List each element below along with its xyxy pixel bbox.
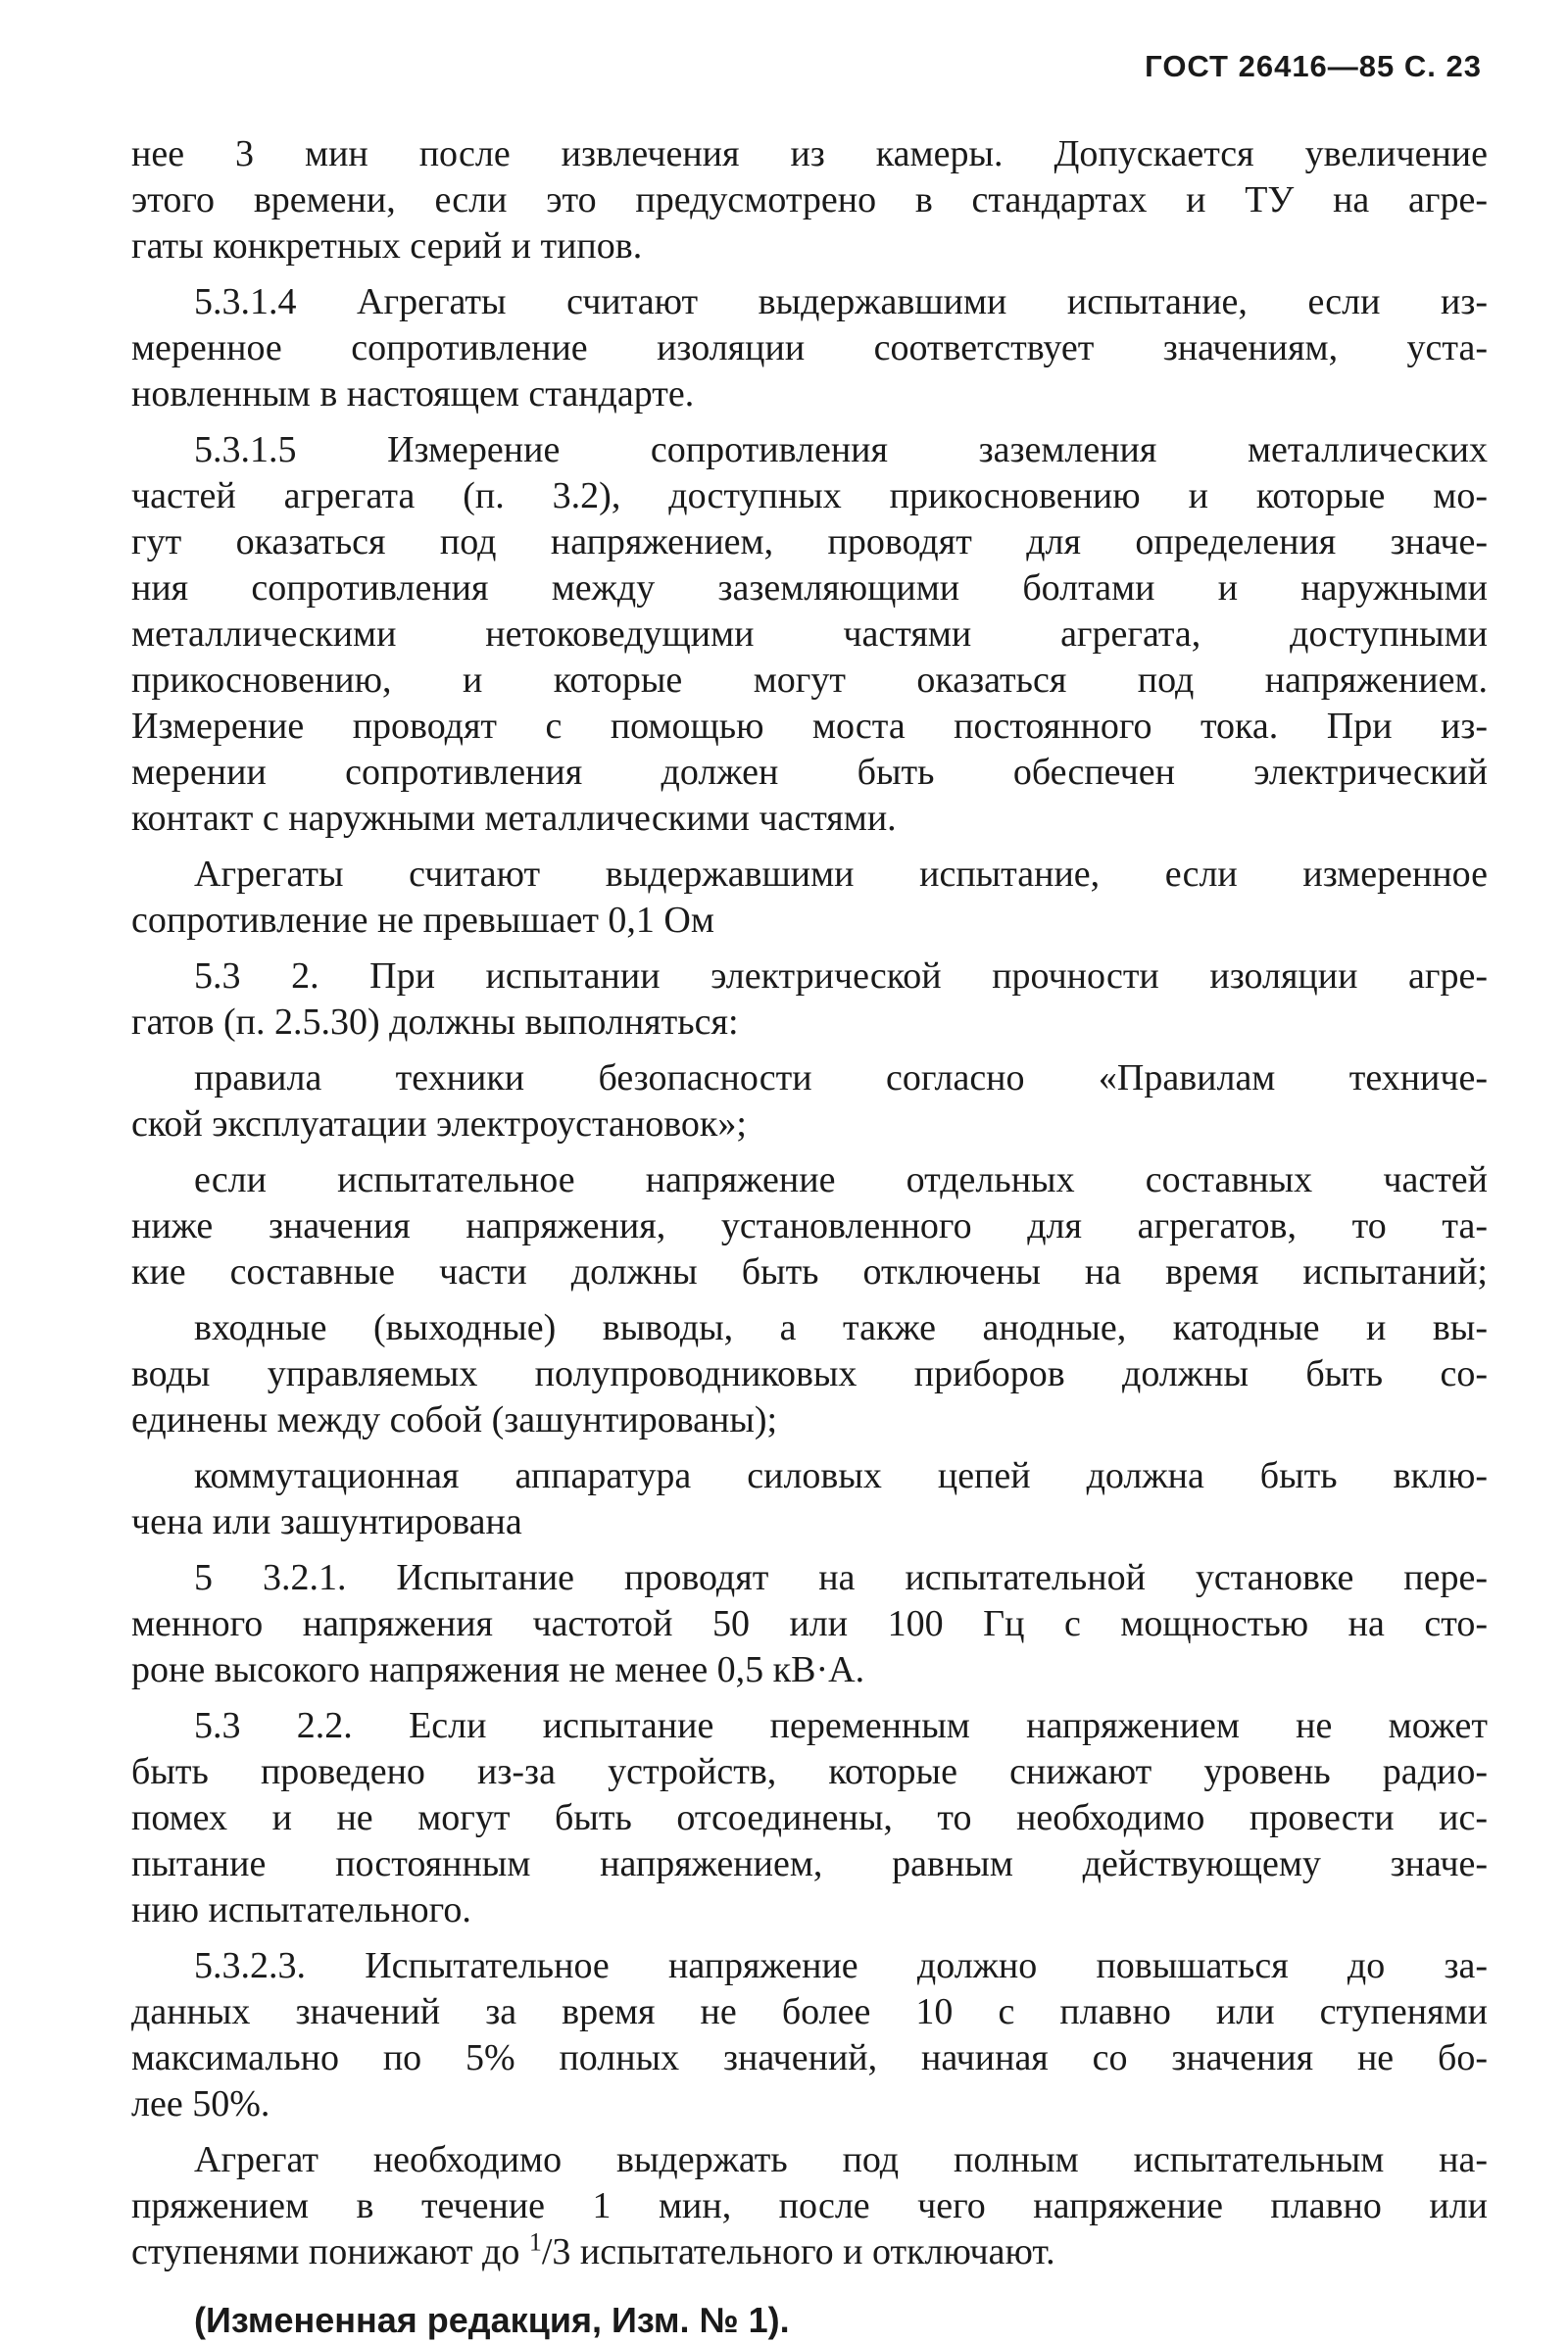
paragraph-5-3-2-1 [131,1555,1488,1693]
paragraph-5-3-2-3 [131,1943,1488,2127]
page-header: ГОСТ 26416—85 С. 23 [1145,49,1482,83]
text-line: контакт с наружными металлическими частями. [131,798,897,839]
text-line: лее 50%. [131,2083,270,2124]
paragraph-5-3-2 [131,953,1488,1046]
text-line: гатов (п. 2.5.30) должны выполняться: [131,1001,739,1043]
text-line: этого времени, если это предусмотрено в стандартах и ТУ на агре- [131,179,1488,220]
text-line: данных значений за время не более 10 с плавно или ступенями [131,1991,1488,2032]
text-line: воды управляемых полупроводниковых приборов должны быть со- [131,1353,1488,1394]
text-line: менного напряжения частотой 50 или 100 Гц с мощностью на сто- [131,1603,1488,1644]
list-item-switchgear [131,1453,1488,1545]
text-line: 5.3.1.5 Измерение сопротивления заземления металлических [194,429,1488,470]
text-line: 5.3 2. При испытании электрической прочности изоляции агре- [194,955,1488,997]
text-line: правила техники безопасности согласно «Правилам техниче- [194,1057,1488,1098]
document-body [131,131,1488,2343]
text-line: ния сопротивления между заземляющими болтами и наружными [131,567,1488,609]
text-line: максимально по 5% полных значений, начиная со значения не бо- [131,2037,1488,2078]
paragraph-hold-voltage [131,2137,1488,2275]
text-line: ниже значения напряжения, установленного для агрегатов, то та- [131,1205,1488,1246]
text-line: частей агрегата (п. 3.2), доступных прикосновению и которые мо- [131,475,1488,516]
text-line: меренное сопротивление изоляции соответствует значениям, уста- [131,327,1488,368]
text-line: единены между собой (зашунтированы); [131,1399,778,1440]
text-line: входные (выходные) выводы, а также анодные, катодные и вы- [194,1307,1488,1348]
text-fragment: ступенями понижают до [131,2231,529,2272]
text-line: кие составные части должны быть отключены на время испытаний; [131,1251,1488,1293]
amendment-note: (Измененная редакция, Изм. № 1). [194,2300,790,2340]
text-line: быть проведено из-за устройств, которые снижают уровень радио- [131,1751,1488,1792]
paragraph [131,131,1488,269]
text-line: Измерение проводят с помощью моста постоянного тока. При из- [131,706,1488,747]
text-line: помех и не могут быть отсоединены, то необходимо провести ис- [131,1797,1488,1838]
text-line: мерении сопротивления должен быть обеспечен электрический [131,752,1488,793]
text-line: пытание постоянным напряжением, равным действующему значе- [131,1843,1488,1884]
text-line: ской эксплуатации электроустановок»; [131,1103,747,1145]
text-line: чена или зашунтирована [131,1501,522,1542]
paragraph-5-3-2-2 [131,1703,1488,1933]
text-line: сопротивление не превышает 0,1 Ом [131,900,714,941]
text-line: роне высокого напряжения не менее 0,5 кВ·А. [131,1649,865,1690]
text-line: металлическими нетоковедущими частями агрегата, доступными [131,613,1488,655]
text-line: 5.3.1.4 Агрегаты считают выдержавшими испытание, если из- [194,281,1488,322]
text-line: нее 3 мин после извлечения из камеры. Допускается увеличение [131,133,1488,174]
text-line: гаты конкретных серий и типов. [131,225,643,267]
text-line: 5 3.2.1. Испытание проводят на испытательной установке пере- [194,1557,1488,1598]
text-line: 5.3.2.3. Испытательное напряжение должно повышаться до за- [194,1945,1488,1986]
fraction-numerator: 1 [528,2227,542,2257]
text-line: коммутационная аппаратура силовых цепей должна быть вклю- [194,1455,1488,1496]
text-line: новленным в настоящем стандарте. [131,373,695,415]
text-fragment: испытательного и отключают. [570,2231,1055,2272]
list-item-terminals [131,1305,1488,1443]
text-line: прикосновению, и которые могут оказаться под напряжением. [131,659,1488,701]
fraction-denominator: /3 [541,2231,571,2272]
text-line: 5.3 2.2. Если испытание переменным напряжением не может [194,1705,1488,1746]
list-item-component-voltage [131,1157,1488,1295]
text-line: нию испытательного. [131,1889,471,1930]
text-line: если испытательное напряжение отдельных составных частей [194,1159,1488,1200]
text-line: пряжением в течение 1 мин, после чего напряжение плавно или [131,2185,1488,2226]
paragraph-result [131,852,1488,944]
list-item-safety-rules [131,1055,1488,1147]
text-line: Агрегат необходимо выдержать под полным испытательным на- [194,2139,1488,2180]
text-line: гут оказаться под напряжением, проводят для определения значе- [131,521,1488,562]
paragraph-5-3-1-5 [131,427,1488,842]
text-line [131,2229,1488,2275]
paragraph-5-3-1-4 [131,279,1488,417]
text-line: Агрегаты считают выдержавшими испытание, если измеренное [194,854,1488,895]
